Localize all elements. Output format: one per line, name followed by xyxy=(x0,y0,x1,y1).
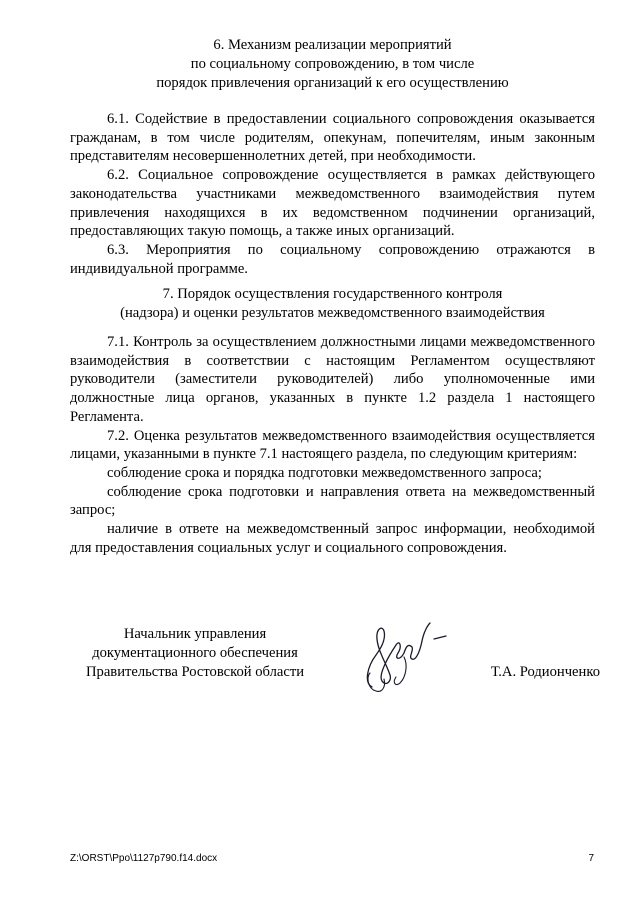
section-6-heading-line: 6. Механизм реализации мероприятий xyxy=(213,37,452,53)
file-path: Z:\ORST\Ppo\1127p790.f14.docx xyxy=(70,853,218,864)
section-7-heading-line: (надзора) и оценки результатов межведомственного взаимодействия xyxy=(120,305,545,321)
criterion-item: соблюдение срока подготовки и направления ответа на межведомственный запрос; xyxy=(70,483,595,519)
signature-block xyxy=(70,625,600,715)
paragraph-6-1: 6.1. Содействие в предоставлении социального сопровождения оказывается гражданам, в том числе родителям, опекунам, попечителям, иным законным представителям несовершеннолетних детей, при необходимости. xyxy=(70,111,595,165)
signer-position-line: документационного обеспечения xyxy=(92,645,298,661)
signer-name: Т.А. Родионченко xyxy=(490,664,600,680)
signer-position-line: Правительства Ростовской области xyxy=(85,664,305,680)
criterion-item: соблюдение срока и порядка подготовки межведомственного запроса; xyxy=(107,464,542,481)
paragraph-6-3: 6.3. Мероприятия по социальному сопровождению отражаются в индивидуальной программе. xyxy=(70,241,595,277)
section-6-body xyxy=(70,110,595,278)
handwritten-signature xyxy=(342,617,452,702)
section-6-heading xyxy=(70,36,595,93)
page-number: 7 xyxy=(588,853,594,864)
paragraph-7-2: 7.2. Оценка результатов межведомственного взаимодействия осуществляется лицами, указанными в пункте 7.1 настоящего раздела, по следующим критериям: xyxy=(70,427,595,463)
signer-position-line: Начальник управления xyxy=(123,626,267,642)
section-7-heading xyxy=(70,285,595,323)
criterion-item: наличие в ответе на межведомственный запрос информации, необходимой для предоставления социальных услуг и социального сопровождения. xyxy=(70,521,595,556)
signer-position xyxy=(70,625,320,682)
section-7-heading-line: 7. Порядок осуществления государственного контроля xyxy=(162,286,503,302)
paragraph-6-2: 6.2. Социальное сопровождение осуществляется в рамках действующего законодательства участниками межведомственного взаимодействия путем привлечения находящихся в их ведомственном подчинении организаций, предоставляющих такую помощь, а также иных организаций. xyxy=(70,167,595,240)
section-7-body xyxy=(70,333,595,557)
section-6-heading-line: порядок привлечения организаций к его осуществлению xyxy=(156,75,509,91)
section-6-heading-line: по социальному сопровождению, в том числе xyxy=(190,56,475,72)
paragraph-7-1: 7.1. Контроль за осуществлением должностными лицами межведомственного взаимодействия в соответствии с настоящим Регламентом осуществляют руководители (заместители руководителей) либо уполномоченные ими должностные лица органов, указанных в пункте 1.2 раздела 1 настоящего Регламента. xyxy=(70,334,595,425)
